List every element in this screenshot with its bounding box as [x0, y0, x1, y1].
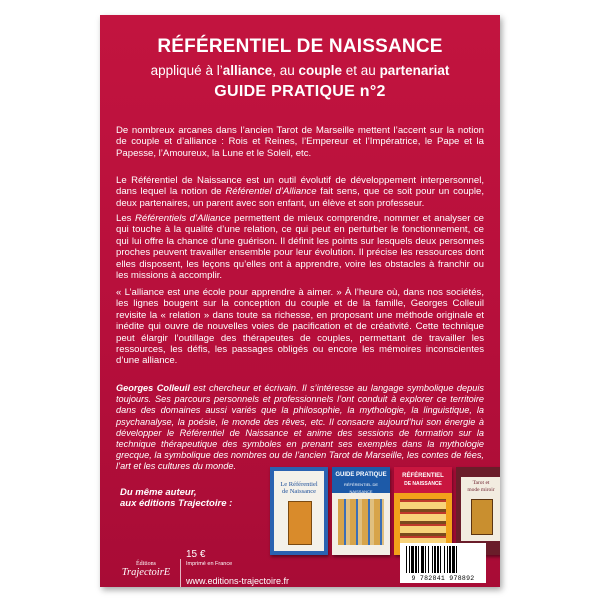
tarot-card-image — [288, 501, 312, 545]
paragraph-referentiel: Le Référentiel de Naissance est un outil évolutif de développement interpersonnel, dans lequel la notion de Référentiel d’Alliance fait sens, que ce soit pour un couple, deux partenaires, un parent avec son enfant, un élève et son professeur. — [116, 175, 485, 209]
paragraph-alliance: Les Référentiels d’Alliance permettent de mieux comprendre, nommer et analyser ce qui touche à la qualité d’une relation, ce qui peut en perturber le fonctionnement, ce qui lui offre la chance d’une guérison. Il définit les points sur lesquels deux personnes proches peuvent travailler ensemble pour leur évolution. Il précise les ressources dont elles disposent, les leçons qu’elles ont à apprendre, voire les obstacles à franchir ou les missions à accomplir. — [116, 213, 485, 282]
book-thumbnail-2[interactable]: GUIDE PRATIQUE RÉFÉRENTIEL DE NAISSANCE — [332, 467, 390, 555]
price: 15 € — [186, 549, 206, 560]
guide-label: GUIDE PRATIQUE n°2 — [214, 83, 386, 100]
tarot-grid-image — [338, 499, 384, 545]
tarot-cards-image — [400, 499, 446, 545]
book-subtitle: appliqué à l’alliance, au couple et au partenariat — [150, 63, 450, 78]
isbn-number: 9 782841 978892 — [411, 575, 475, 582]
barcode-bars — [406, 546, 480, 573]
also-by-author: Du même auteur, aux éditions Trajectoire : — [120, 487, 233, 509]
book-thumbnail-1[interactable]: Le Référentiel de Naissance — [270, 467, 328, 555]
book-thumbnail-4[interactable]: Tarot et mode miroir — [456, 467, 500, 555]
book-thumbnail-3[interactable]: RÉFÉRENTIEL DE NAISSANCE — [394, 467, 452, 555]
author-name: Georges Colleuil — [116, 383, 190, 393]
footer-divider — [180, 559, 181, 587]
publisher-website[interactable]: www.editions-trajectoire.fr — [186, 576, 290, 586]
isbn-barcode — [400, 543, 486, 583]
publisher-logo: Éditions TrajectoirE — [121, 561, 171, 578]
book-title: RÉFÉRENTIEL DE NAISSANCE — [157, 36, 443, 57]
tarot-card-image — [471, 499, 493, 535]
printed-in-france: Imprimé en France — [186, 561, 233, 567]
author-bio: Georges Colleuil est chercheur et écrivain. Il s’intéresse au langage symbolique depuis toujours. Ses parcours personnels et professionnels l’ont conduit à explorer ce territoire dans des domaines aussi variés que la philosophie, la mythologie, la linguistique, la psychanalyse, la poésie, le monde des rêves, etc. Il consacre aujourd’hui son énergie à développer le Référentiel de Naissance et anime des sessions de formation sur la technique thérapeutique des symboles en prenant ses exemples dans la mythologie grecque, la symbolique des nombres ou de l’ancien Tarot de Marseille, les contes de fées, l’art et les cultures du monde. — [116, 383, 484, 472]
paragraph-quote: « L’alliance est une école pour apprendre à aimer. » À l’heure où, dans nos sociétés, les lignes bougent sur la conception du couple et de la famille, Georges Colleuil revisite la « relation » dans toute sa richesse, en proposant une méthode originale et inédite qui ouvre de nouvelles voies de pacification et de créativité. Cette technique peut élargir l’outillage des thérapeutes de couples, permettant de travailler les ressources, les défis, les passages obligés ou encore les mémoires inconscientes d’une alliance. — [116, 287, 484, 367]
paragraph-arcanes: De nombreux arcanes dans l’ancien Tarot de Marseille mettent l’accent sur la notion de couple et d’alliance : Rois et Reines, l’Empereur et l’Impératrice, le Pape et la Papesse, l’Amoureux, la Lune et le Soleil, etc. — [116, 125, 484, 159]
back-cover — [100, 15, 500, 587]
